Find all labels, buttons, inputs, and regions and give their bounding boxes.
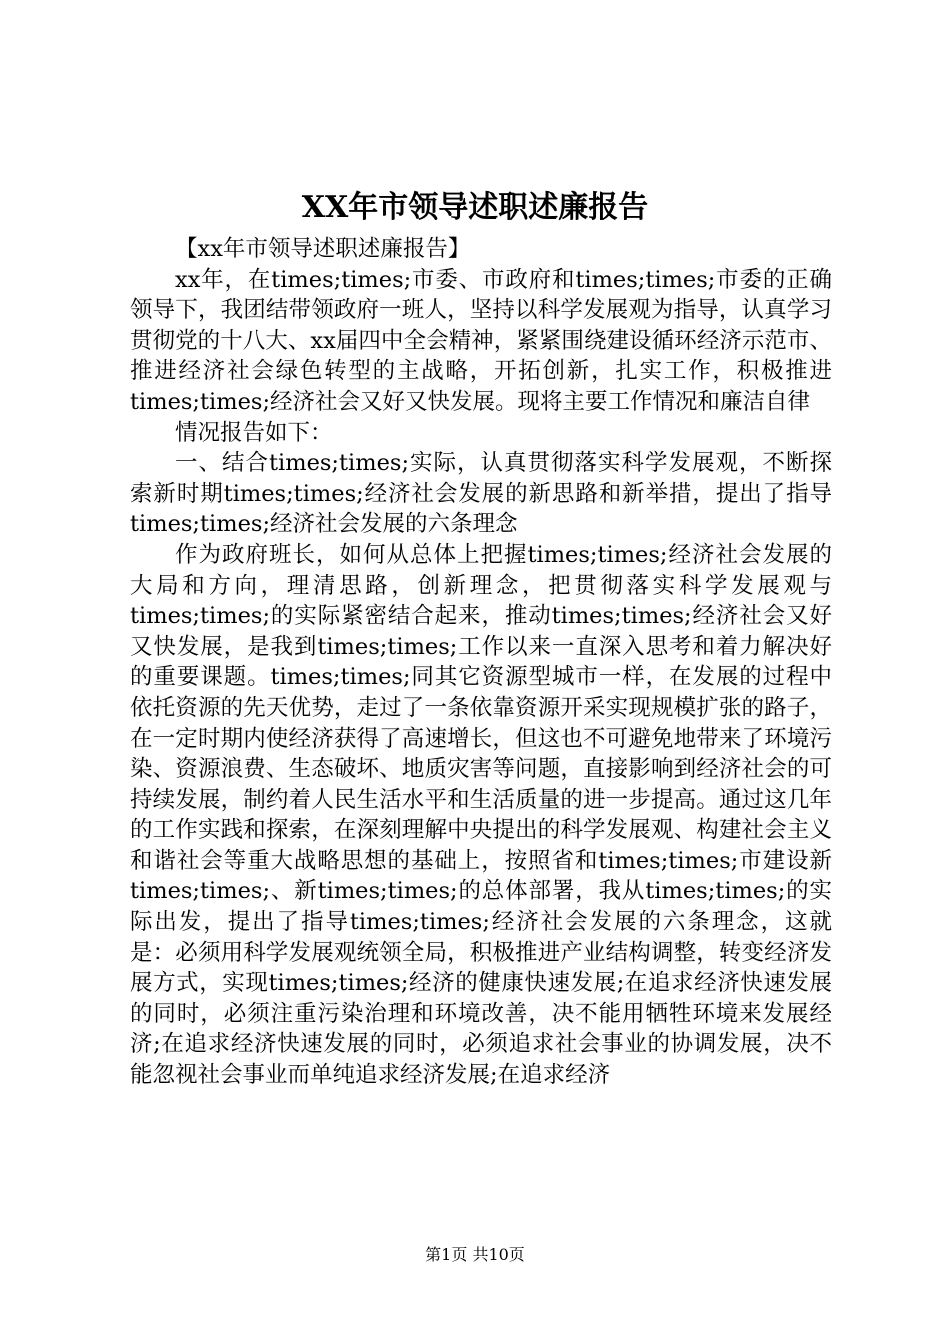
paragraph-intro: xx年，在times;times;市委、市政府和times;times;市委的正确领导下，我团结带领政府一班人，坚持以科学发展观为指导，认真学习贯彻党的十八大、xx届四中全会精神，紧紧围绕建设循环经济示范市、推进经济社会绿色转型的主战略，开拓创新，扎实工作，积极推进times;times;经济社会又好又快发展。现将主要工作情况和廉洁自律 [130,266,832,415]
paragraph-section-one: 一、结合times;times;实际，认真贯彻落实科学发展观，不断探索新时期times;times;经济社会发展的新思路和新举措，提出了指导times;times;经济社会发展的六条理念 [130,450,832,538]
page-footer: 第1页 共10页 [425,1245,525,1264]
document-title: XX年市领导述职述廉报告 [301,190,649,225]
paragraph-main: 作为政府班长，如何从总体上把握times;times;经济社会发展的大局和方向，理清思路，创新理念，把贯彻落实科学发展观与times;times;的实际紧密结合起来，推动times;times;经济社会又好又快发展，是我到times;times;工作以来一直深入思考和着力解决好的重要课题。times;times;同其它资源型城市一样，在发展的过程中依托资源的先天优势，走过了一条依靠资源开采实现规模扩张的路子，在一定时期内使经济获得了高速增长，但这也不可避免地带来了环境污染、资源浪费、生态破坏、地质灾害等问题，直接影响到经济社会的可持续发展，制约着人民生活水平和生活质量的进一步提高。通过这几年的工作实践和探索，在深刻理解中央提出的科学发展观、构建社会主义和谐社会等重大战略思想的基础上，按照省和times;times;市建设新times;times;、新times;times;的总体部署，我从times;times;的实际出发，提出了指导times;times;经济社会发展的六条理念，这就是：必须用科学发展观统领全局，积极推进产业结构调整，转变经济发展方式，实现times;times;经济的健康快速发展;在追求经济快速发展的同时，必须注重污染治理和环境改善，决不能用牺牲环境来发展经济;在追求经济快速发展的同时，必须追求社会事业的协调发展，决不能忽视社会事业而单纯追求经济发展;在追求经济 [130,541,832,1089]
paragraph-heading: 【xx年市领导述职述廉报告】 [175,236,471,262]
paragraph-report-lead: 情况报告如下： [175,419,333,446]
document-body [130,234,832,1091]
